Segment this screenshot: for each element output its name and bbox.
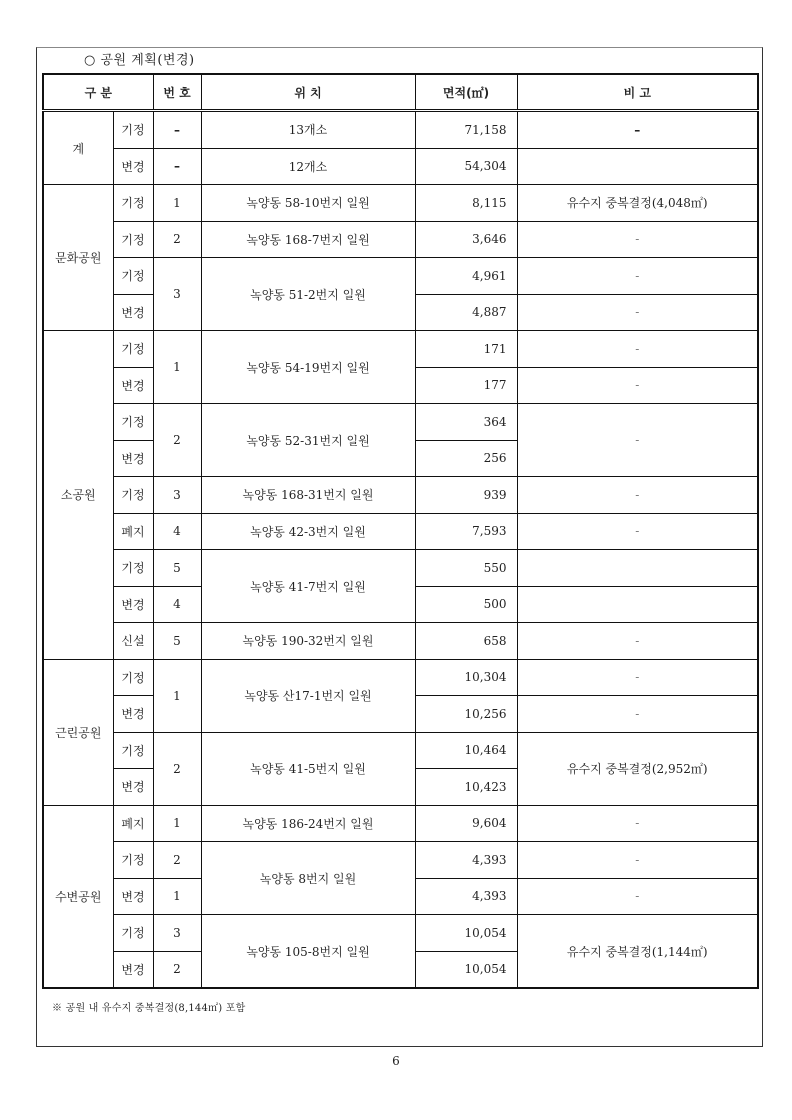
location-cell: 녹양동 168-31번지 일원	[201, 477, 415, 514]
location-cell: 녹양동 105-8번지 일원	[201, 915, 415, 989]
number-cell: 2	[153, 951, 201, 988]
section-heading: ○ 공원 계획(변경)	[84, 53, 195, 68]
location-cell: 녹양동 168-7번지 일원	[201, 221, 415, 258]
table-row	[43, 404, 758, 441]
area-cell: 10,256	[415, 696, 517, 733]
area-cell: 8,115	[415, 185, 517, 222]
location-cell: 녹양동 8번지 일원	[201, 842, 415, 915]
remarks-cell: -	[517, 294, 758, 331]
area-cell: 10,054	[415, 951, 517, 988]
table-row	[43, 331, 758, 368]
area-cell: 4,887	[415, 294, 517, 331]
sub-label: 변경	[113, 148, 153, 185]
remarks-cell: -	[517, 367, 758, 404]
number-cell: 2	[153, 732, 201, 805]
group-total-label: 계	[43, 111, 113, 185]
area-cell: 3,646	[415, 221, 517, 258]
location-cell: 녹양동 186-24번지 일원	[201, 805, 415, 842]
number-cell: 3	[153, 477, 201, 514]
sub-label: 기정	[113, 331, 153, 368]
area-cell: 4,961	[415, 258, 517, 295]
remarks-cell: -	[517, 404, 758, 477]
group-neighborhood-label: 근린공원	[43, 659, 113, 805]
remarks-cell: -	[517, 805, 758, 842]
number-cell: 5	[153, 623, 201, 660]
location-cell: 녹양동 42-3번지 일원	[201, 513, 415, 550]
remarks-cell: -	[517, 659, 758, 696]
remarks-cell: -	[517, 221, 758, 258]
location-cell: 녹양동 190-32번지 일원	[201, 623, 415, 660]
table-row	[43, 550, 758, 587]
table-row	[43, 111, 758, 149]
sub-label: 변경	[113, 696, 153, 733]
group-culture-label: 문화공원	[43, 185, 113, 331]
remarks-cell: –	[517, 111, 758, 149]
sub-label: 변경	[113, 951, 153, 988]
table-row	[43, 842, 758, 879]
sub-label: 폐지	[113, 805, 153, 842]
location-cell: 녹양동 54-19번지 일원	[201, 331, 415, 404]
area-cell: 256	[415, 440, 517, 477]
remarks-cell: -	[517, 696, 758, 733]
number-cell: 3	[153, 258, 201, 331]
remarks-cell: -	[517, 477, 758, 514]
area-cell: 9,604	[415, 805, 517, 842]
area-cell: 10,423	[415, 769, 517, 806]
sub-label: 변경	[113, 586, 153, 623]
header-row	[43, 74, 758, 111]
sub-label: 변경	[113, 769, 153, 806]
table-row	[43, 258, 758, 295]
remarks-cell	[517, 550, 758, 587]
remarks-cell: 유수지 중복결정(2,952㎡)	[517, 732, 758, 805]
number-cell: 2	[153, 404, 201, 477]
area-cell: 54,304	[415, 148, 517, 185]
group-small-label: 소공원	[43, 331, 113, 660]
table-row	[43, 148, 758, 185]
area-cell: 10,464	[415, 732, 517, 769]
sub-label: 변경	[113, 367, 153, 404]
number-cell: 1	[153, 185, 201, 222]
sub-label: 변경	[113, 440, 153, 477]
table-row	[43, 185, 758, 222]
remarks-cell	[517, 148, 758, 185]
area-cell: 4,393	[415, 842, 517, 879]
park-plan-table	[42, 73, 759, 989]
remarks-cell: -	[517, 878, 758, 915]
table-row	[43, 221, 758, 258]
area-cell: 171	[415, 331, 517, 368]
sub-label: 신설	[113, 623, 153, 660]
header-location: 위 치	[201, 74, 415, 111]
area-cell: 10,304	[415, 659, 517, 696]
header-area: 면적(㎡)	[415, 74, 517, 111]
sub-label: 기정	[113, 842, 153, 879]
number-cell: 3	[153, 915, 201, 952]
sub-label: 폐지	[113, 513, 153, 550]
location-cell: 녹양동 52-31번지 일원	[201, 404, 415, 477]
sub-label: 기정	[113, 111, 153, 149]
number-cell: 2	[153, 221, 201, 258]
number-cell: –	[153, 111, 201, 149]
number-cell: 5	[153, 550, 201, 587]
header-category: 구 분	[43, 74, 153, 111]
number-cell: 4	[153, 586, 201, 623]
number-cell: 4	[153, 513, 201, 550]
header-remarks: 비 고	[517, 74, 758, 111]
number-cell: 1	[153, 805, 201, 842]
location-cell: 녹양동 51-2번지 일원	[201, 258, 415, 331]
sub-label: 기정	[113, 185, 153, 222]
area-cell: 7,593	[415, 513, 517, 550]
number-cell: 2	[153, 842, 201, 879]
sub-label: 기정	[113, 659, 153, 696]
number-cell: 1	[153, 331, 201, 404]
sub-label: 기정	[113, 732, 153, 769]
area-cell: 71,158	[415, 111, 517, 149]
area-cell: 939	[415, 477, 517, 514]
area-cell: 550	[415, 550, 517, 587]
location-cell: 13개소	[201, 111, 415, 149]
location-cell: 녹양동 산17-1번지 일원	[201, 659, 415, 732]
remarks-cell: -	[517, 331, 758, 368]
number-cell: –	[153, 148, 201, 185]
table-row	[43, 732, 758, 769]
remarks-cell: 유수지 중복결정(4,048㎡)	[517, 185, 758, 222]
sub-label: 기정	[113, 404, 153, 441]
sub-label: 기정	[113, 550, 153, 587]
remarks-cell: 유수지 중복결정(1,144㎡)	[517, 915, 758, 989]
location-cell: 녹양동 41-5번지 일원	[201, 732, 415, 805]
table-row	[43, 623, 758, 660]
remarks-cell: -	[517, 513, 758, 550]
table-row	[43, 915, 758, 952]
remarks-cell: -	[517, 623, 758, 660]
location-cell: 녹양동 41-7번지 일원	[201, 550, 415, 623]
location-cell: 녹양동 58-10번지 일원	[201, 185, 415, 222]
sub-label: 변경	[113, 294, 153, 331]
sub-label: 변경	[113, 878, 153, 915]
table-row	[43, 513, 758, 550]
remarks-cell: -	[517, 842, 758, 879]
area-cell: 177	[415, 367, 517, 404]
sub-label: 기정	[113, 477, 153, 514]
area-cell: 4,393	[415, 878, 517, 915]
header-number: 번 호	[153, 74, 201, 111]
table-row	[43, 805, 758, 842]
footnote: ※ 공원 내 유수지 중복결정(8,144㎡) 포함	[52, 1003, 246, 1014]
page-number: 6	[392, 1054, 400, 1068]
remarks-cell: -	[517, 258, 758, 295]
sub-label: 기정	[113, 258, 153, 295]
area-cell: 658	[415, 623, 517, 660]
location-cell: 12개소	[201, 148, 415, 185]
area-cell: 364	[415, 404, 517, 441]
sub-label: 기정	[113, 915, 153, 952]
table-row	[43, 659, 758, 696]
remarks-cell	[517, 586, 758, 623]
table-row	[43, 477, 758, 514]
group-waterside-label: 수변공원	[43, 805, 113, 988]
number-cell: 1	[153, 659, 201, 732]
area-cell: 500	[415, 586, 517, 623]
number-cell: 1	[153, 878, 201, 915]
sub-label: 기정	[113, 221, 153, 258]
area-cell: 10,054	[415, 915, 517, 952]
